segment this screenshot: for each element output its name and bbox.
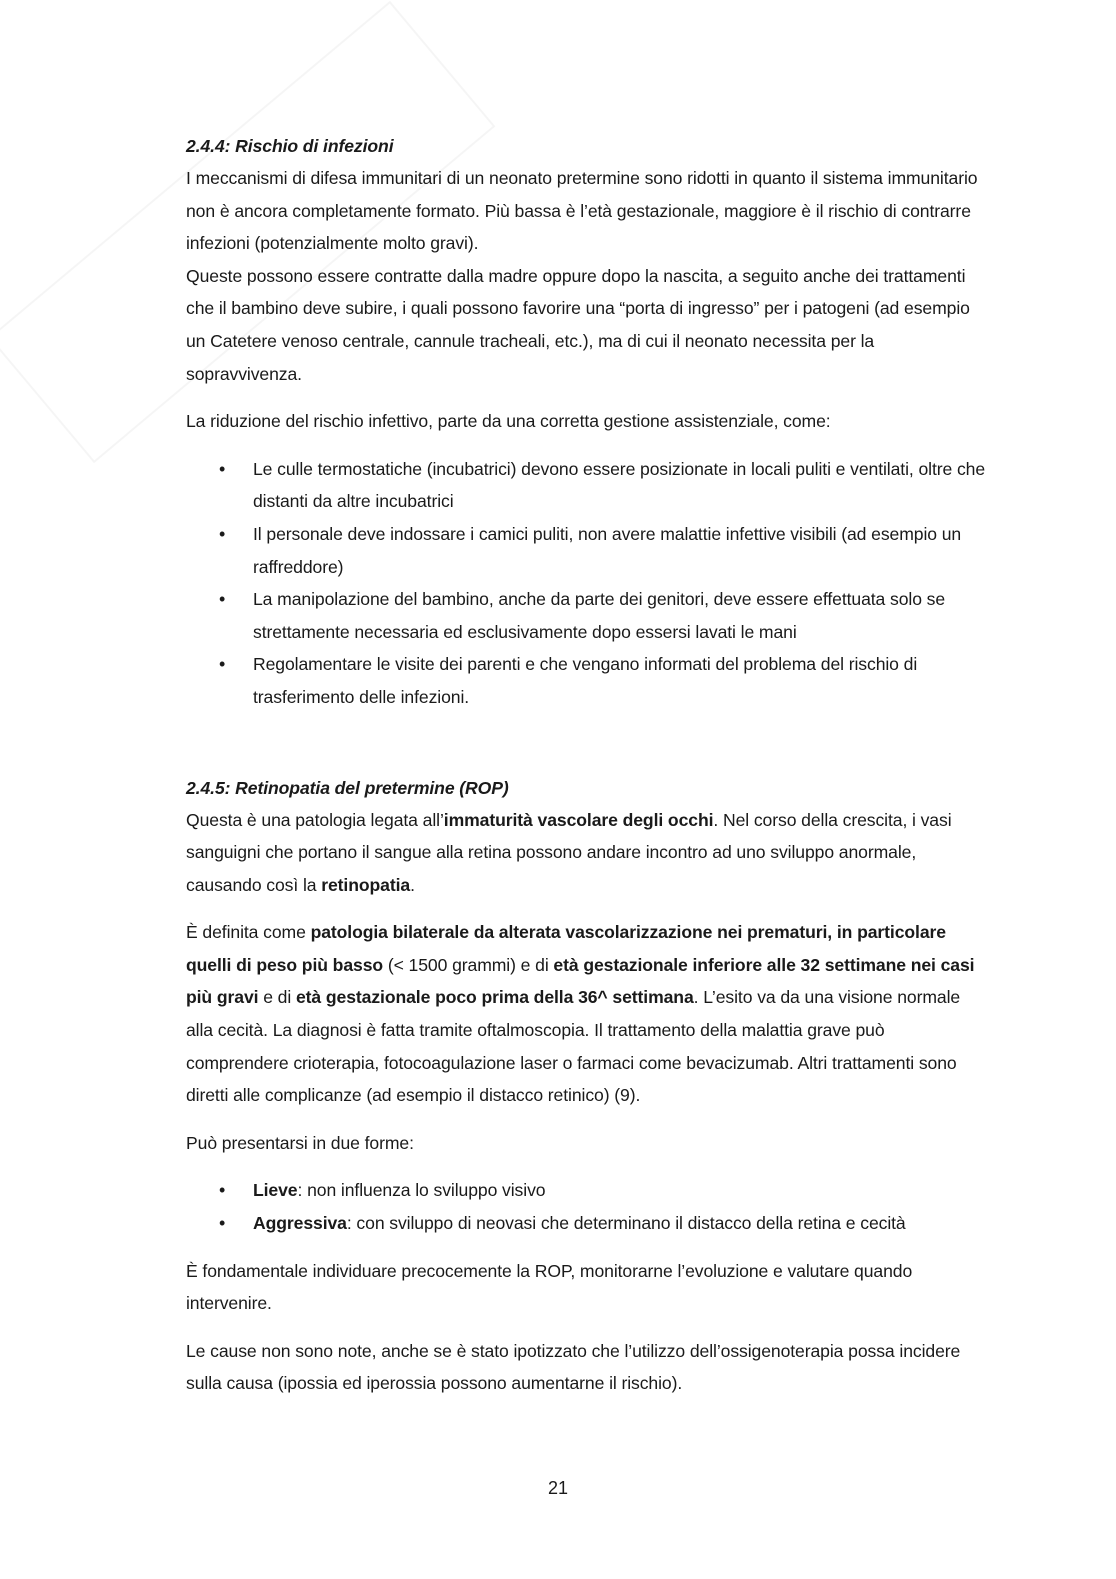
text-run: : con sviluppo di neovasi che determinano il distacco della retina e cecità xyxy=(346,1213,906,1234)
bullet-list xyxy=(186,453,986,714)
bold-text: retinopatia xyxy=(321,874,411,895)
section-retinopatia xyxy=(186,772,986,1401)
list-item xyxy=(186,1174,986,1207)
page-number: 21 xyxy=(547,1478,569,1498)
list-item: • Le culle termostatiche (incubatrici) devono essere posizionate in locali puliti e ventilati, oltre che distanti da altre incubatrici xyxy=(186,453,986,518)
text-run: È definita come xyxy=(186,922,311,943)
list-item xyxy=(186,1207,986,1240)
bold-text: Aggressiva xyxy=(253,1213,347,1234)
section-heading: 2.4.5: Retinopatia del pretermine (ROP) xyxy=(186,777,509,798)
paragraph: Può presentarsi in due forme: xyxy=(186,1132,414,1153)
paragraph xyxy=(186,804,986,902)
bold-text: patologia bilaterale da alterata vascolarizzazione nei prematuri, in particolare quelli di peso più basso xyxy=(186,922,946,975)
bold-text: età gestazionale inferiore alle 32 settimane nei casi più gravi xyxy=(186,954,975,1008)
paragraph: La riduzione del rischio infettivo, parte da una corretta gestione assistenziale, come: xyxy=(186,411,831,432)
paragraph: Queste possono essere contratte dalla madre oppure dopo la nascita, a seguito anche dei trattamenti che il bambino deve subire, i quali possono favorire una “porta di ingresso” per i patogeni (ad esempio un Catetere venoso centrale, cannule tracheali, etc.), ma di cui il neonato necessita per la sopravvivenza. xyxy=(186,265,970,384)
bold-text: immaturità vascolare degli occhi xyxy=(443,809,714,830)
paragraph xyxy=(186,916,986,1112)
section-rischio-infezioni xyxy=(186,130,986,714)
text-run: Questa è una patologia legata all’ xyxy=(186,809,444,830)
text-run: . xyxy=(410,874,415,895)
list-item: • Il personale deve indossare i camici puliti, non avere malattie infettive visibili (ad esempio un raffreddore) xyxy=(186,518,986,583)
text-run: e di xyxy=(258,987,296,1008)
text-run: . L’esito va da una visione normale alla cecità. La diagnosi è fatta tramite oftalmoscopia. Il trattamento della malattia grave può comprendere crioterapia, fotocoagulazione laser o farmaci come bevacizumab. Altri trattamenti sono diretti alle complicanze (ad esempio il distacco retinico) (9). xyxy=(186,987,961,1106)
bold-text: età gestazionale poco prima della 36^ settimana xyxy=(295,987,694,1008)
bold-text: Lieve xyxy=(253,1180,298,1201)
text-run: : non influenza lo sviluppo visivo xyxy=(297,1180,546,1201)
list-item: • Regolamentare le visite dei parenti e che vengano informati del problema del rischio di trasferimento delle infezioni. xyxy=(186,648,986,713)
text-run: . Nel corso della crescita, i vasi sanguigni che portano il sangue alla retina possono andare incontro ad uno sviluppo anormale, causando così la xyxy=(186,809,952,895)
paragraph: I meccanismi di difesa immunitari di un neonato pretermine sono ridotti in quanto il sistema immunitario non è ancora completamente formato. Più bassa è l’età gestazionale, maggiore è il rischio di contrarre infezioni (potenzialmente molto gravi). xyxy=(186,168,978,254)
bullet-list xyxy=(186,1174,986,1239)
list-item: • La manipolazione del bambino, anche da parte dei genitori, deve essere effettuata solo se strettamente necessaria ed esclusivamente dopo essersi lavati le mani xyxy=(186,583,986,648)
paragraph: Le cause non sono note, anche se è stato ipotizzato che l’utilizzo dell’ossigenoterapia possa incidere sulla causa (ipossia ed iperossia possono aumentarne il rischio). xyxy=(186,1340,961,1394)
text-run: (< 1500 grammi) e di xyxy=(383,954,554,975)
document-page xyxy=(186,130,986,1400)
section-heading: 2.4.4: Rischio di infezioni xyxy=(186,136,394,156)
paragraph: È fondamentale individuare precocemente la ROP, monitorarne l’evoluzione e valutare quando intervenire. xyxy=(186,1260,913,1314)
